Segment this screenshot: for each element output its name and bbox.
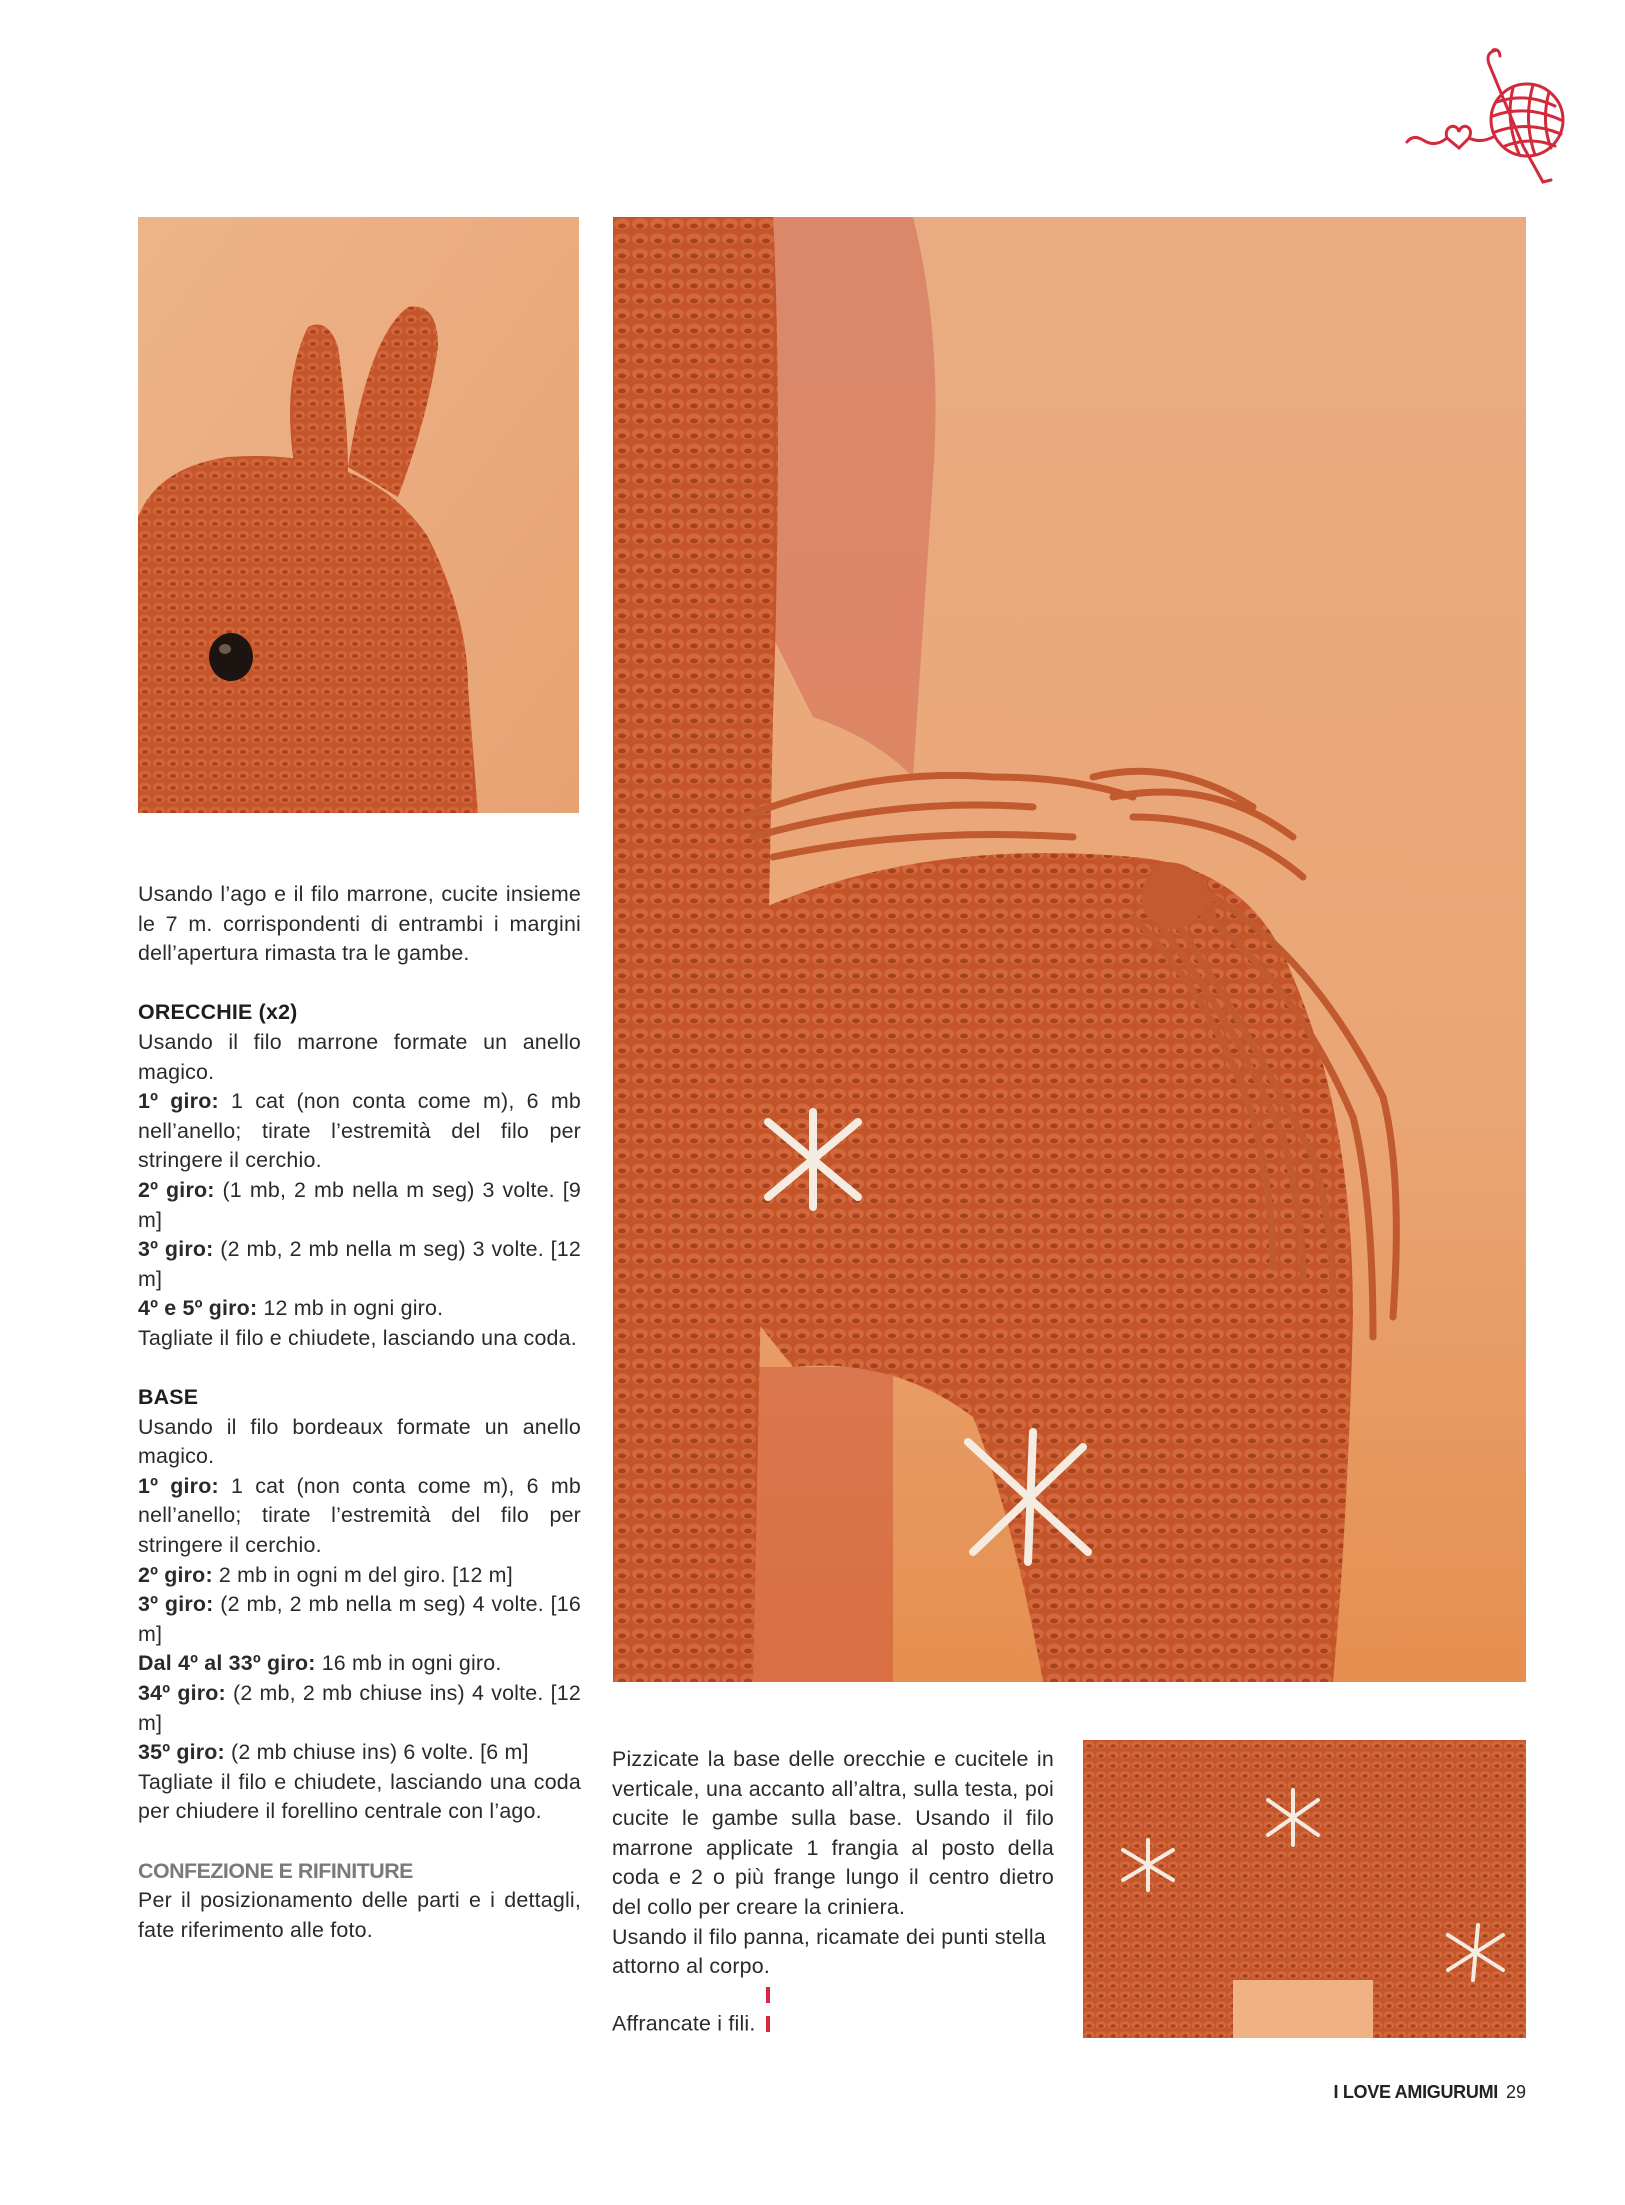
- closing-paragraph: Affrancate i fili.: [612, 1982, 1054, 2039]
- ears-heading: ORECCHIE (x2): [138, 1000, 298, 1025]
- yarn-ball-heart-icon: [1405, 42, 1585, 187]
- ears-outro: Tagliate il filo e chiudete, lasciando una coda.: [138, 1325, 577, 1350]
- finishing-heading: CONFEZIONE E RIFINITURE: [138, 1858, 413, 1883]
- ears-round-1: 1º giro: 1 cat (non conta come m), 6 mb nell’anello; tirate l’estremità del filo per stringere il cerchio.: [138, 1089, 581, 1173]
- base-round-5: 34º giro: (2 mb, 2 mb chiuse ins) 4 volte. [12 m]: [138, 1681, 581, 1735]
- right-text-column: [612, 1745, 1054, 2039]
- ears-round-3: 3º giro: (2 mb, 2 mb nella m seg) 3 volte. [12 m]: [138, 1237, 582, 1291]
- left-text-column: [138, 880, 581, 1945]
- base-round-3: 3º giro: (2 mb, 2 mb nella m seg) 4 volte. [16 m]: [138, 1592, 582, 1646]
- base-intro: Usando il filo bordeaux formate un anello magico.: [138, 1414, 581, 1469]
- ears-round-4: 4º e 5º giro: 12 mb in ogni giro.: [138, 1296, 444, 1321]
- end-of-article-icon: [766, 1982, 777, 1998]
- base-round-2: 2º giro: 2 mb in ogni m del giro. [12 m]: [138, 1562, 513, 1587]
- base-heading: BASE: [138, 1385, 199, 1410]
- page-footer: [1200, 2082, 1526, 2103]
- base-round-4: Dal 4º al 33º giro: 16 mb in ogni giro.: [138, 1651, 502, 1676]
- embroidery-paragraph: Usando il filo panna, ricamate dei punti stella attorno al corpo.: [612, 1924, 1046, 1979]
- base-outro: Tagliate il filo e chiudete, lasciando una coda per chiudere il forellino centrale con l’ago.: [138, 1769, 581, 1824]
- photo-body-detail: [1083, 1740, 1526, 2038]
- assembly-paragraph: Pizzicate la base delle orecchie e cucitele in verticale, una accanto all’altra, sulla testa, poi cucite le gambe sulla base. Usando il filo marrone applicate 1 frangia al posto della coda e 2 o più frange lungo il centro dietro del collo per creare la criniera.: [612, 1747, 1054, 1919]
- photo-main-body: [613, 217, 1526, 1682]
- finishing-text: Per il posizionamento delle parti e i dettagli, fate riferimento alle foto.: [138, 1888, 581, 1942]
- base-round-6: 35º giro: (2 mb chiuse ins) 6 volte. [6 m]: [138, 1740, 529, 1765]
- magazine-name: I LOVE AMIGURUMI: [1333, 2082, 1498, 2102]
- intro-paragraph: Usando l’ago e il filo marrone, cucite insieme le 7 m. corrispondenti di entrambi i margini dell’apertura rimasta tra le gambe.: [138, 882, 581, 966]
- base-round-1: 1º giro: 1 cat (non conta come m), 6 mb nell’anello; tirate l’estremità del filo per stringere il cerchio.: [138, 1473, 581, 1558]
- photo-head-closeup: [138, 217, 579, 813]
- ears-intro: Usando il filo marrone formate un anello magico.: [138, 1029, 581, 1084]
- ears-round-2: 2º giro: (1 mb, 2 mb nella m seg) 3 volte. [9 m]: [138, 1177, 581, 1232]
- page-number: 29: [1505, 2082, 1526, 2102]
